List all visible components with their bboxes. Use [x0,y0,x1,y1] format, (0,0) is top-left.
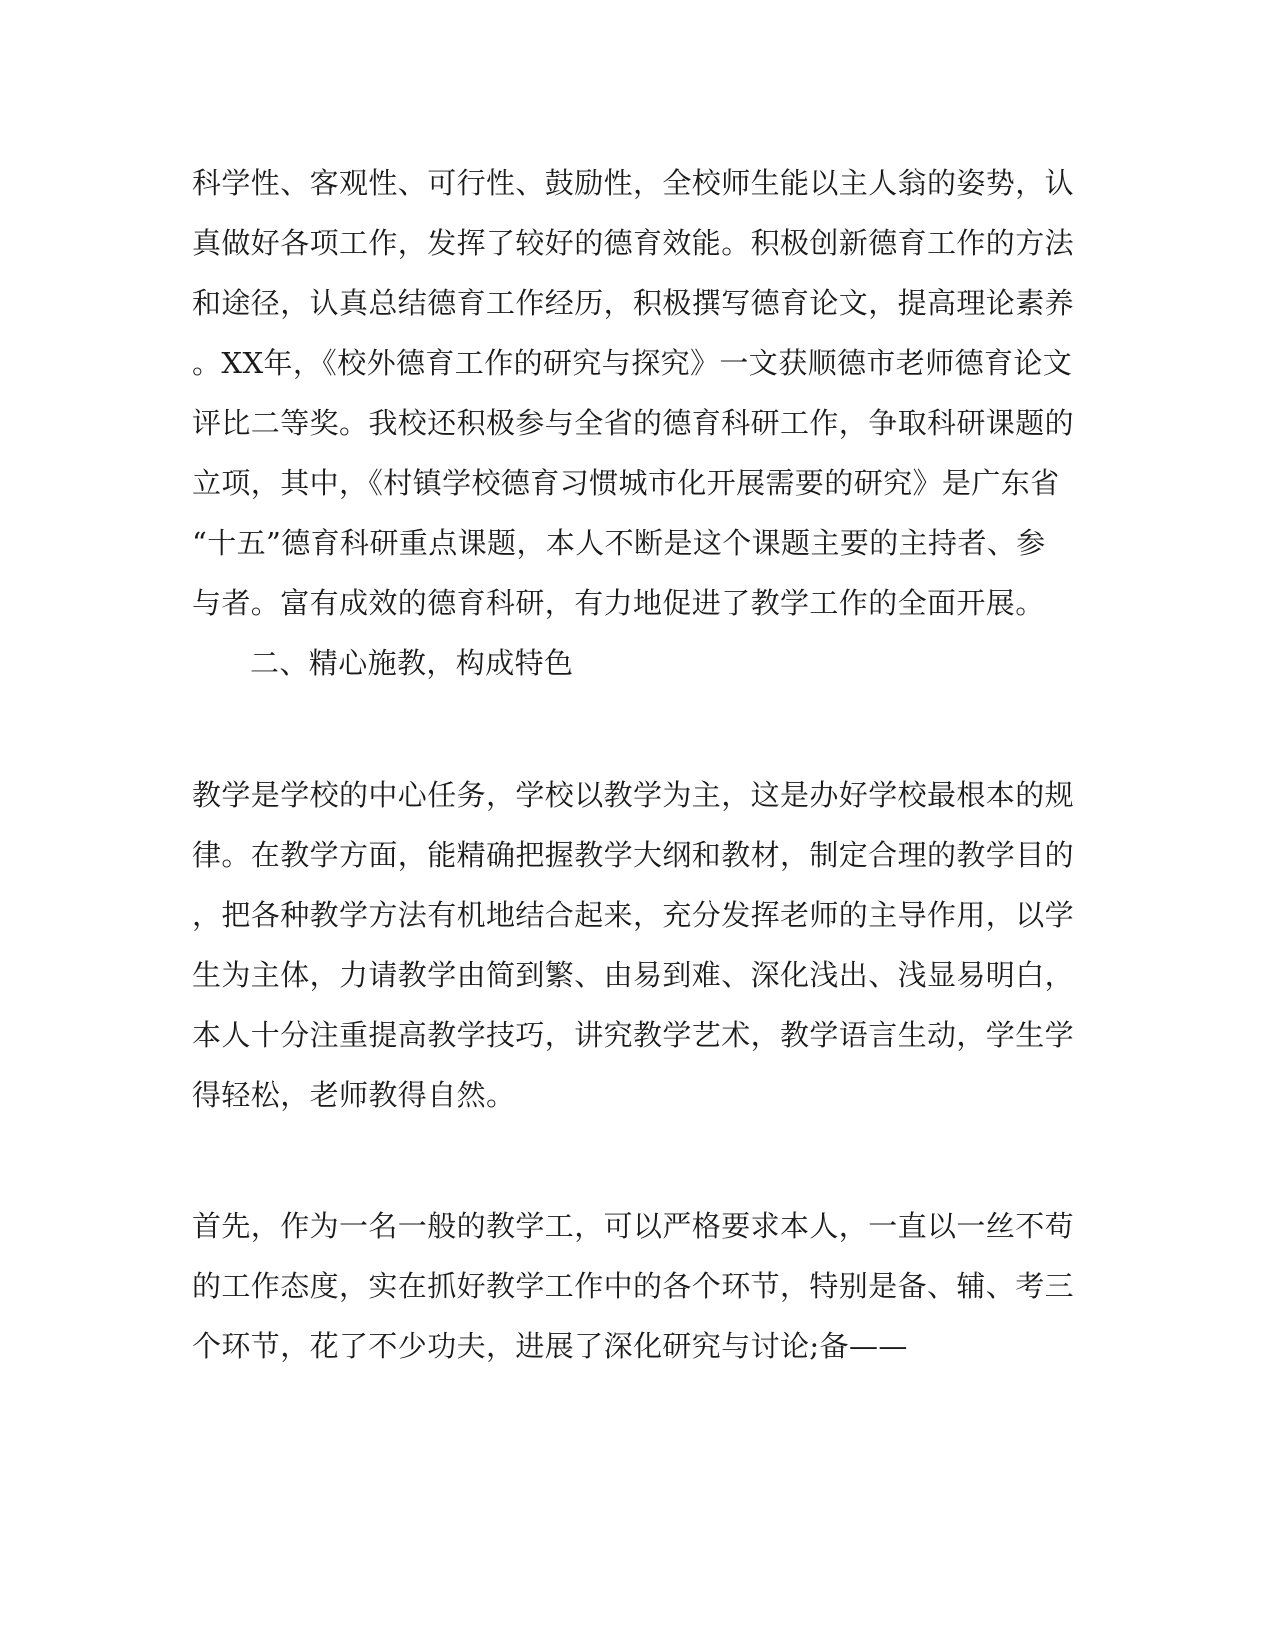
paragraph-1-line: 评比二等奖。我校还积极参与全省的德育科研工作，争取科研课题的 [192,406,1075,440]
paragraph-1-line: 立项，其中，《村镇学校德育习惯城市化开展需要的研究》是广东省 [192,466,1060,500]
paragraph-1-line: “十五”德育科研重点课题，本人不断是这个课题主要的主持者、参 [192,526,1046,560]
paragraph-2-line: 本人十分注重提高教学技巧，讲究教学艺术，教学语言生动，学生学 [192,1018,1075,1052]
paragraph-2-line: 生为主体，力请教学由简到繁、由易到难、深化浅出、浅显易明白， [192,958,1075,992]
paragraph-1-line: 科学性、客观性、可行性、鼓励性，全校师生能以主人翁的姿势，认 [192,166,1075,200]
paragraph-3-line: 首先，作为一名一般的教学工，可以严格要求本人，一直以一丝不苟 [192,1209,1075,1243]
paragraph-1-line: 与者。富有成效的德育科研，有力地促进了教学工作的全面开展。 [192,586,1045,620]
paragraph-2-line: 教学是学校的中心任务，学校以教学为主，这是办好学校最根本的规 [192,778,1075,812]
paragraph-2-line: 得轻松，老师教得自然。 [192,1078,516,1112]
paragraph-2-line: ，把各种教学方法有机地结合起来，充分发挥老师的主导作用，以学 [192,898,1075,932]
paragraph-1-line: 。XX年，《校外德育工作的研究与探究》一文获顺德市老师德育论文 [192,346,1073,380]
paragraph-3-line: 的工作态度，实在抓好教学工作中的各个环节，特别是备、辅、考三 [192,1269,1075,1303]
paragraph-3-line: 个环节，花了不少功夫，进展了深化研究与讨论;备—— [192,1329,908,1363]
section-heading: 二、精心施教，构成特色 [250,646,574,680]
paragraph-1-line: 真做好各项工作，发挥了较好的德育效能。积极创新德育工作的方法 [192,226,1075,260]
paragraph-2-line: 律。在教学方面，能精确把握教学大纲和教材，制定合理的教学目的 [192,838,1075,872]
paragraph-1-line: 和途径，认真总结德育工作经历，积极撰写德育论文，提高理论素养 [192,286,1075,320]
